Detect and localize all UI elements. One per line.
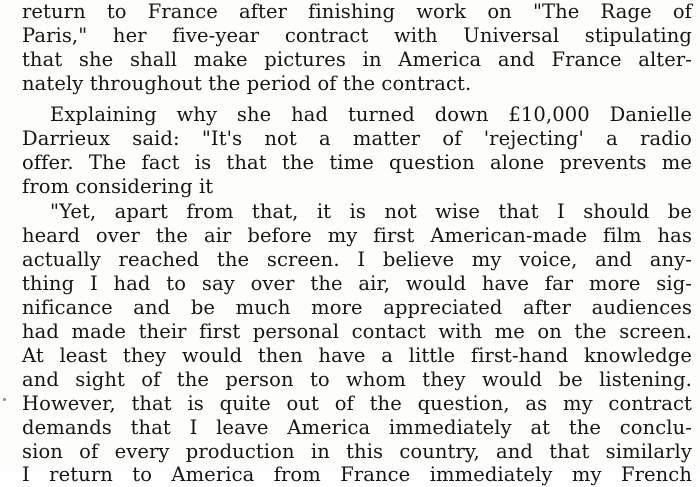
text-line: that she shall make pictures in America and France alter- <box>22 48 692 71</box>
text-line: had made their first personal contact with me on the screen. <box>22 320 692 343</box>
text-line: At least they would then have a little first-hand knowledge <box>22 344 692 367</box>
text-line: and sight of the person to whom they would be listening. <box>22 368 692 391</box>
text-line: from considering it <box>22 175 214 198</box>
text-line: Explaining why she had turned down £10,000 Danielle <box>50 103 692 126</box>
text-line: Darrieux said: "It's not a matter of 'rejecting' a radio <box>22 127 692 150</box>
text-line: thing I had to say over the air, would have far more sig- <box>22 272 692 295</box>
text-line: "Yet, apart from that, it is not wise that I should be <box>50 200 692 223</box>
text-line: nately throughout the period of the contract. <box>22 72 472 95</box>
text-line: return to France after finishing work on "The Rage of <box>22 0 692 23</box>
text-line: nificance and be much more appreciated after audiences <box>22 296 692 319</box>
print-speck <box>3 398 6 401</box>
text-line: Paris," her five-year contract with Universal stipulating <box>22 24 692 47</box>
text-line: sion of every production in this country, and that similarly <box>22 440 692 463</box>
text-line: I return to America from France immediately my French <box>22 463 692 486</box>
text-line: actually reached the screen. I believe my voice, and any- <box>22 248 692 271</box>
text-line: heard over the air before my first American-made film has <box>22 224 692 247</box>
text-line: demands that I leave America immediately at the conclu- <box>22 416 692 439</box>
text-line: offer. The fact is that the time question alone prevents me <box>22 151 692 174</box>
text-line: However, that is quite out of the question, as my contract <box>22 392 692 415</box>
